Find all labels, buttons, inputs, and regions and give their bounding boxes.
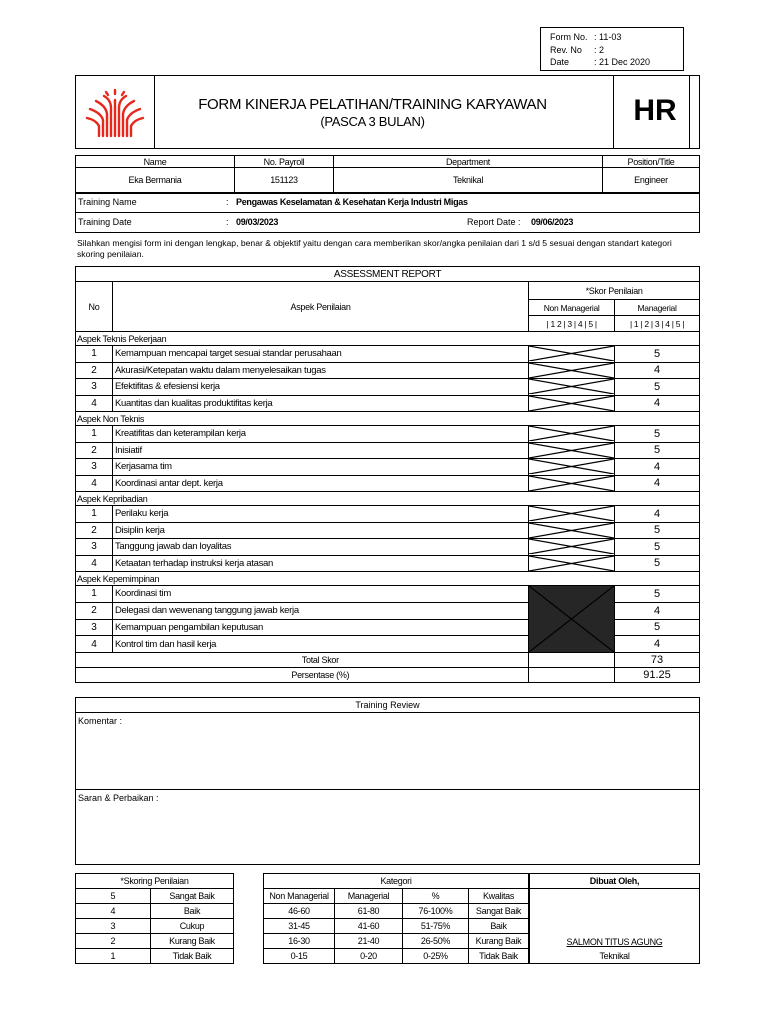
kategori-non-managerial: 0-15 (264, 949, 335, 964)
signature-title: Dibuat Oleh, (589, 876, 640, 886)
position-header: Position/Title (603, 156, 700, 168)
managerial-score[interactable]: 5 (615, 555, 700, 572)
item-text: Koordinasi antar dept. kerja (112, 475, 528, 492)
item-text: Ketaatan terhadap instruksi kerja atasan (112, 555, 528, 572)
item-no: 4 (76, 636, 113, 653)
assessment-row (76, 379, 700, 396)
form-no-value: : 11-03 (594, 32, 622, 42)
non-managerial-disabled-cell (529, 379, 615, 396)
non-managerial-disabled-cell (529, 442, 615, 459)
title-area (156, 96, 589, 130)
assessment-row (76, 459, 700, 476)
managerial-score[interactable]: 5 (615, 586, 700, 603)
section-title: Aspek Kepribadian (76, 492, 700, 506)
assessment-row (76, 506, 700, 523)
item-no: 1 (76, 586, 113, 603)
scoring-row (76, 889, 234, 904)
section-title: Aspek Kepemimpinan (76, 572, 700, 586)
managerial-score[interactable]: 4 (615, 506, 700, 523)
total-value: 73 (615, 653, 700, 668)
employee-position: Engineer (603, 168, 700, 193)
percent-value: 91.25 (615, 668, 700, 683)
signature-dept: Teknikal (599, 951, 630, 961)
section-title: Aspek Non Teknis (76, 412, 700, 426)
managerial-header: Managerial (615, 300, 700, 316)
no-column-header: No (76, 282, 113, 332)
kategori-percent: 51-75% (403, 919, 469, 934)
kategori-row (264, 949, 529, 964)
total-row (76, 653, 700, 668)
assessment-row (76, 426, 700, 443)
non-managerial-header: Non Managerial (529, 300, 615, 316)
rev-row (550, 44, 683, 57)
employee-header-row (76, 156, 700, 168)
assessment-row (76, 362, 700, 379)
item-text: Kemampuan pengambilan keputusan (112, 619, 528, 636)
item-no: 3 (76, 459, 113, 476)
non-managerial-disabled-cell (529, 362, 615, 379)
managerial-score[interactable]: 5 (615, 379, 700, 396)
non-managerial-disabled-cell (529, 539, 615, 556)
training-name-label: Training Name (78, 197, 137, 207)
item-no: 3 (76, 619, 113, 636)
date-value: : 21 Dec 2020 (594, 57, 651, 67)
scoring-title-row (76, 874, 234, 889)
item-no: 4 (76, 555, 113, 572)
assessment-row (76, 346, 700, 363)
item-no: 1 (76, 506, 113, 523)
item-text: Koordinasi tim (112, 586, 528, 603)
assessment-title: ASSESSMENT REPORT (76, 267, 700, 282)
training-date-colon: : (226, 217, 229, 227)
kategori-kwalitas: Tidak Baik (469, 949, 529, 964)
section-row (76, 492, 700, 506)
scoring-row (76, 949, 234, 964)
training-name-value: Pengawas Keselamatan & Kesehatan Kerja Industri Migas (236, 197, 468, 207)
saran-divider (75, 789, 700, 790)
payroll-header: No. Payroll (235, 156, 334, 168)
item-text: Efektifitas & efesiensi kerja (112, 379, 528, 396)
item-no: 2 (76, 362, 113, 379)
total-label: Total Skor (112, 653, 528, 668)
non-managerial-disabled-cell (529, 555, 615, 572)
form-no-row (550, 31, 683, 44)
scoring-label: Sangat Baik (151, 889, 234, 904)
kategori-percent: 26-50% (403, 934, 469, 949)
kategori-header-percent: % (403, 889, 469, 904)
training-name-colon: : (226, 197, 229, 207)
non-managerial-scale: | 1 2 | 3 | 4 | 5 | (529, 316, 615, 332)
section-row (76, 412, 700, 426)
training-date-label: Training Date (78, 217, 132, 227)
assessment-row (76, 395, 700, 412)
form-subtitle: (PASCA 3 BULAN) (320, 114, 425, 129)
kategori-header-kwalitas: Kwalitas (469, 889, 529, 904)
scoring-row (76, 934, 234, 949)
managerial-score[interactable]: 4 (615, 395, 700, 412)
report-date-value: 09/06/2023 (531, 217, 574, 227)
signature-divider (529, 888, 700, 889)
section-row (76, 332, 700, 346)
dept-code-divider (613, 75, 614, 149)
kategori-percent: 76-100% (403, 904, 469, 919)
kategori-kwalitas: Kurang Baik (469, 934, 529, 949)
item-text: Disiplin kerja (112, 522, 528, 539)
header-box (75, 75, 700, 149)
training-review-title: Training Review (355, 700, 420, 710)
item-text: Delegasi dan wewenang tanggung jawab kerja (112, 602, 528, 619)
employee-name: Eka Bermania (76, 168, 235, 193)
item-no: 4 (76, 475, 113, 492)
item-no: 4 (76, 395, 113, 412)
item-text: Kreatifitas dan keterampilan kerja (112, 426, 528, 443)
managerial-scale: | 1 | 2 | 3 | 4 | 5 | (615, 316, 700, 332)
kategori-non-managerial: 16-30 (264, 934, 335, 949)
komentar-field[interactable] (76, 727, 699, 787)
managerial-score[interactable]: 5 (615, 522, 700, 539)
kategori-title: Kategori (264, 874, 529, 889)
scoring-score: 2 (76, 934, 151, 949)
training-review-divider (75, 712, 700, 713)
managerial-score[interactable]: 4 (615, 475, 700, 492)
kategori-header-managerial: Managerial (335, 889, 403, 904)
assessment-title-row (76, 267, 700, 282)
item-no: 2 (76, 442, 113, 459)
non-managerial-disabled-cell (529, 586, 615, 653)
section-title: Aspek Teknis Pekerjaan (76, 332, 700, 346)
saran-label: Saran & Perbaikan : (78, 793, 159, 803)
managerial-score[interactable]: 4 (615, 459, 700, 476)
managerial-score[interactable]: 4 (615, 362, 700, 379)
non-managerial-disabled-cell (529, 475, 615, 492)
skor-column-header: *Skor Penilaian (529, 282, 700, 300)
non-managerial-disabled-cell (529, 459, 615, 476)
kategori-header-row (264, 889, 529, 904)
non-managerial-disabled-cell (529, 426, 615, 443)
company-logo-tree-icon (84, 86, 146, 142)
item-no: 2 (76, 602, 113, 619)
non-managerial-disabled-cell (529, 395, 615, 412)
training-divider (75, 212, 700, 213)
non-managerial-disabled-cell (529, 506, 615, 523)
item-text: Kuantitas dan kualitas produktifitas kerja (112, 395, 528, 412)
rev-value: : 2 (594, 44, 605, 55)
item-no: 1 (76, 346, 113, 363)
signature-name: SALMON TITUS AGUNG (566, 937, 663, 947)
item-text: Perilaku kerja (112, 506, 528, 523)
kategori-managerial: 41-60 (335, 919, 403, 934)
dept-code: HR (633, 94, 677, 127)
date-label: Date (550, 57, 570, 67)
scoring-table (75, 873, 234, 964)
scoring-score: 1 (76, 949, 151, 964)
item-text: Inisiatif (112, 442, 528, 459)
assessment-row (76, 555, 700, 572)
scoring-row (76, 919, 234, 934)
assessment-row (76, 475, 700, 492)
scoring-score: 5 (76, 889, 151, 904)
kategori-kwalitas: Sangat Baik (469, 904, 529, 919)
training-date-value: 09/03/2023 (236, 217, 279, 227)
scoring-score: 4 (76, 904, 151, 919)
item-text: Kontrol tim dan hasil kerja (112, 636, 528, 653)
form-title: FORM KINERJA PELATIHAN/TRAINING KARYAWAN (198, 96, 547, 113)
item-no: 2 (76, 522, 113, 539)
aspek-column-header: Aspek Penilaian (112, 282, 528, 332)
item-text: Tanggung jawab dan loyalitas (112, 539, 528, 556)
managerial-score[interactable]: 5 (615, 346, 700, 363)
assessment-table (75, 266, 700, 683)
kategori-kwalitas: Baik (469, 919, 529, 934)
kategori-managerial: 61-80 (335, 904, 403, 919)
kategori-table (263, 873, 529, 964)
employee-table (75, 155, 700, 193)
logo-cell (76, 76, 155, 148)
scoring-score: 3 (76, 919, 151, 934)
item-text: Kemampuan mencapai target sesuai standar perusahaan (112, 346, 528, 363)
managerial-score[interactable]: 5 (615, 442, 700, 459)
scoring-label: Tidak Baik (151, 949, 234, 964)
kategori-percent: 0-25% (403, 949, 469, 964)
percent-row (76, 668, 700, 683)
kategori-non-managerial: 31-45 (264, 919, 335, 934)
dept-code-cell (689, 76, 768, 148)
assessment-body (76, 332, 700, 653)
scoring-title: *Skoring Penilaian (76, 874, 234, 889)
assessment-row (76, 522, 700, 539)
item-text: Akurasi/Ketepatan waktu dalam menyelesaikan tugas (112, 362, 528, 379)
employee-payroll: 151123 (235, 168, 334, 193)
date-row (550, 56, 683, 69)
kategori-title-row (264, 874, 529, 889)
assessment-row (76, 586, 700, 603)
managerial-score[interactable]: 4 (615, 602, 700, 619)
rev-label: Rev. No (550, 44, 582, 55)
department-header: Department (334, 156, 603, 168)
kategori-header-non-managerial: Non Managerial (264, 889, 335, 904)
non-managerial-disabled-cell (529, 346, 615, 363)
kategori-row (264, 934, 529, 949)
saran-field[interactable] (76, 805, 699, 863)
scoring-row (76, 904, 234, 919)
kategori-non-managerial: 46-60 (264, 904, 335, 919)
non-managerial-disabled-cell (529, 522, 615, 539)
employee-department: Teknikal (334, 168, 603, 193)
managerial-score[interactable]: 4 (615, 636, 700, 653)
komentar-label: Komentar : (78, 716, 123, 726)
instruction-text: Silahkan mengisi form ini dengan lengkap, benar & objektif yaitu dengan cara memberikan skor/angka penilaian dari 1 s/d 5 sesuai dengan standart kategori skoring penilaian. (77, 238, 672, 259)
form-info-box (540, 27, 684, 71)
percent-label: Persentase (%) (112, 668, 528, 683)
form-no-label: Form No. (550, 32, 588, 42)
kategori-managerial: 0-20 (335, 949, 403, 964)
kategori-row (264, 904, 529, 919)
item-no: 3 (76, 539, 113, 556)
name-header: Name (76, 156, 235, 168)
item-no: 3 (76, 379, 113, 396)
report-date-label: Report Date : (467, 217, 521, 227)
kategori-row (264, 919, 529, 934)
assessment-head-row-1 (76, 282, 700, 300)
kategori-managerial: 21-40 (335, 934, 403, 949)
managerial-score[interactable]: 5 (615, 539, 700, 556)
kategori-body (264, 904, 529, 964)
assessment-row (76, 539, 700, 556)
scoring-label: Baik (151, 904, 234, 919)
item-text: Kerjasama tim (112, 459, 528, 476)
managerial-score[interactable]: 5 (615, 426, 700, 443)
scoring-label: Cukup (151, 919, 234, 934)
assessment-row (76, 442, 700, 459)
employee-value-row (76, 168, 700, 193)
item-no: 1 (76, 426, 113, 443)
managerial-score[interactable]: 5 (615, 619, 700, 636)
scoring-label: Kurang Baik (151, 934, 234, 949)
scoring-body (76, 889, 234, 964)
section-row (76, 572, 700, 586)
